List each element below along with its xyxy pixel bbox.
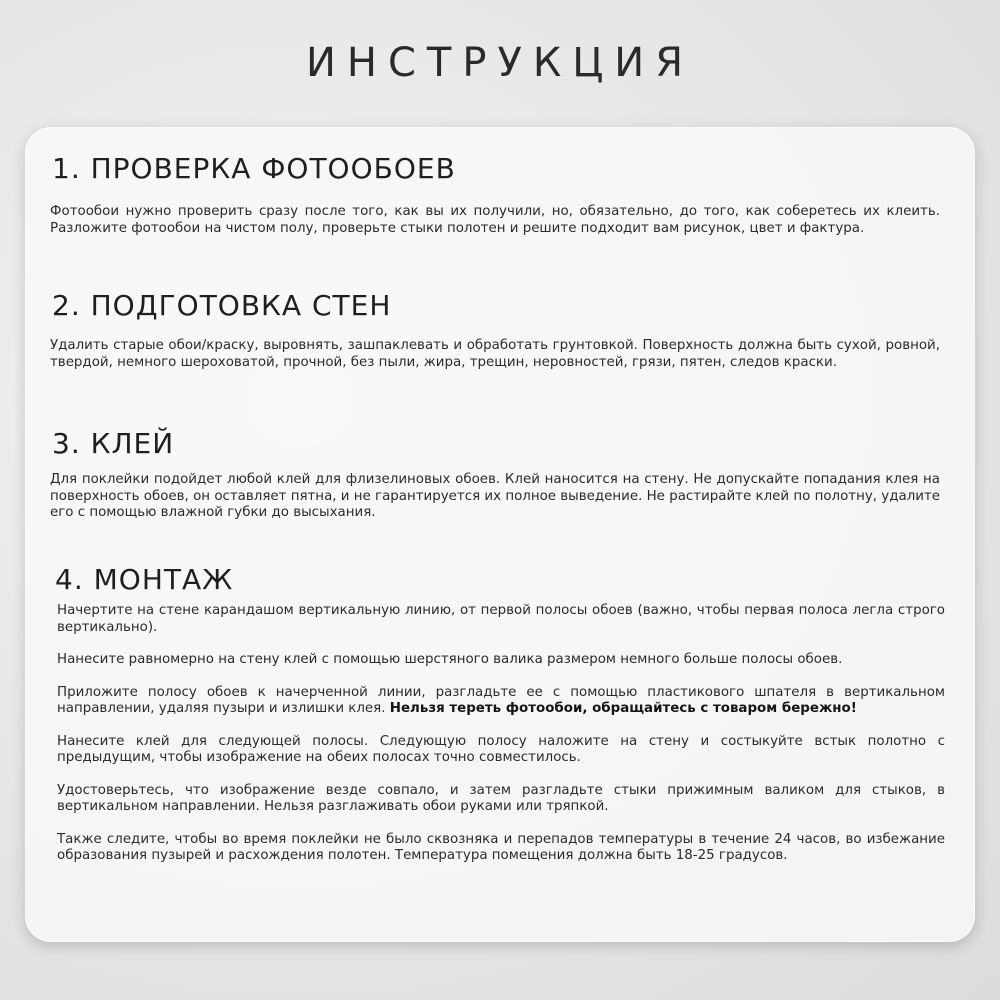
section-body-install (57, 603, 945, 865)
section-heading-check: 1. ПРОВЕРКА ФОТООБОЕВ (52, 152, 456, 185)
install-step-5: Удостоверьтесь, что изображение везде совпало, и затем разгладьте стыки прижимным валиком для стыков, в вертикальном направлении. Нельзя разглаживать обои руками или тряпкой. (57, 782, 945, 814)
section-heading-glue: 3. КЛЕЙ (52, 427, 175, 460)
install-step-4: Нанесите клей для следующей полосы. Следующую полосу наложите на стену и состыкуйте встык полотно с предыдущим, чтобы изображение на обеих полосах точно совместилось. (57, 733, 945, 765)
install-step-6: Также следите, чтобы во время поклейки не было сквозняка и перепадов температуры в течение 24 часов, во избежание образования пузырей и расхождения полотен. Температура помещения должна быть 18-25 градусов. (57, 831, 945, 863)
section-text-check: Фотообои нужно проверить сразу после того, как вы их получили, но, обязательно, до того, как соберетесь их клеить. Разложите фотообои на чистом полу, проверьте стыки полотен и решите подходит вам рисунок, цвет и фактура. (50, 204, 940, 236)
section-text-glue: Для поклейки подойдет любой клей для флизелиновых обоев. Клей наносится на стену. Не допускайте попадания клея на поверхность обоев, он оставляет пятна, и не гарантируется их полное выведение. Не растирайте клей по полотну, удалите его с помощью влажной губки до высыхания. (50, 472, 940, 520)
section-heading-install: 4. МОНТАЖ (55, 563, 234, 596)
install-step-3-text: Приложите полосу обоев к начерченной линии, разгладьте ее с помощью пластикового шпателя в вертикальном направлении, удаляя пузыри и излишки клея. (57, 684, 945, 716)
install-step-1: Начертите на стене карандашом вертикальную линию, от первой полосы обоев (важно, чтобы первая полоса легла строго вертикально). (57, 603, 945, 635)
install-warning: Нельзя тереть фотообои, обращайтесь с товаром бережно! (389, 701, 857, 716)
section-text-walls: Удалить старые обои/краску, выровнять, зашпаклевать и обработать грунтовкой. Поверхность должна быть сухой, ровной, твердой, немного шероховатой, прочной, без пыли, жира, трещин, неровностей, грязи, пятен, следов краски. (50, 338, 940, 370)
install-step-2: Нанесите равномерно на стену клей с помощью шерстяного валика размером немного больше полосы обоев. (57, 652, 843, 667)
page-title: ИНСТРУКЦИЯ (305, 40, 695, 86)
section-heading-walls: 2. ПОДГОТОВКА СТЕН (52, 289, 392, 322)
install-step-3 (57, 685, 945, 718)
